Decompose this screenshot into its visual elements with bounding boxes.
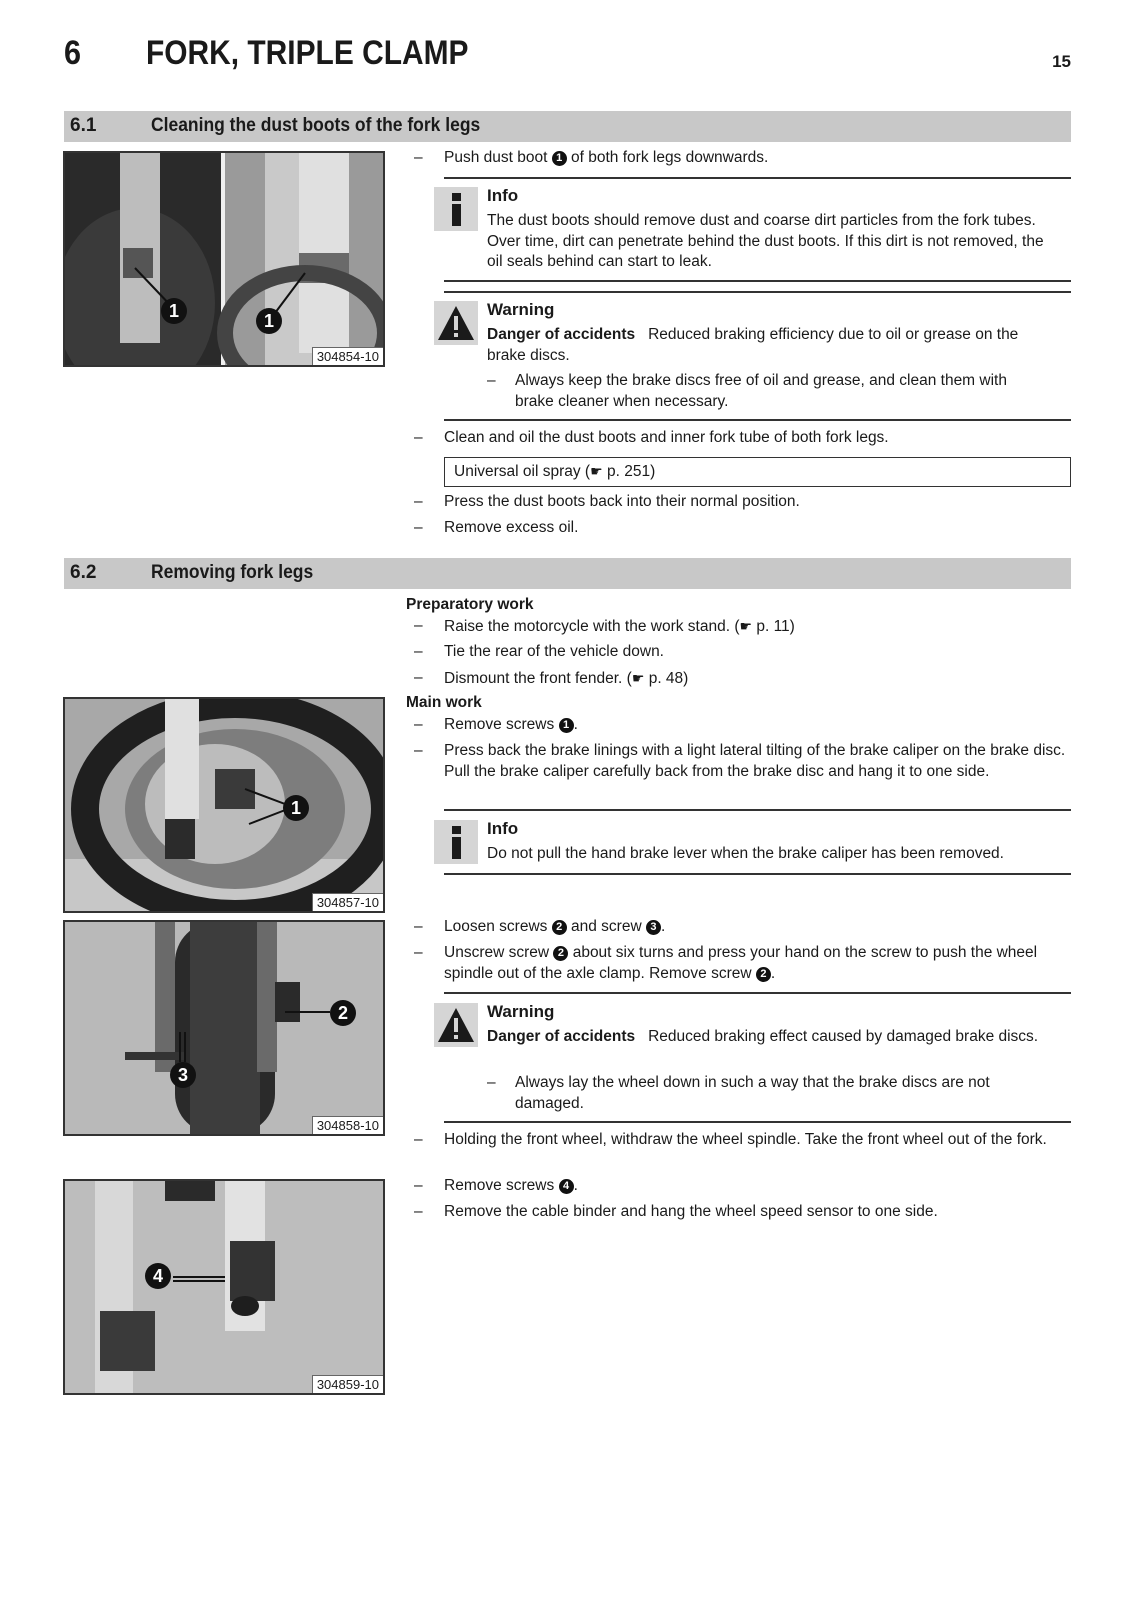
info-icon <box>434 187 478 231</box>
divider <box>444 1121 1071 1123</box>
figure-axle-screws <box>63 920 385 1136</box>
info-text: Do not pull the hand brake lever when the brake caliper has been removed. <box>487 845 1004 862</box>
step-text: Push dust boot <box>444 149 552 166</box>
figure-wheel-speed-sensor <box>63 1179 385 1395</box>
warning-label: Danger of accidents <box>487 1028 636 1045</box>
divider <box>444 291 1071 293</box>
callout-2: 2 <box>330 1000 356 1026</box>
info-title: Info <box>487 186 519 205</box>
section-number: 6.2 <box>70 562 97 583</box>
divider <box>444 873 1071 875</box>
section-header-6-1 <box>64 111 1071 142</box>
figure-id: 304858-10 <box>312 1116 383 1134</box>
warning-icon <box>434 1003 478 1047</box>
warning-label: Danger of accidents <box>487 326 636 343</box>
divider <box>444 809 1071 811</box>
callout-ref-1: 1 <box>552 151 567 166</box>
warning-body <box>487 1027 1057 1048</box>
step-text: of both fork legs downwards. <box>566 149 769 166</box>
figure-id: 304857-10 <box>312 893 383 911</box>
info-text: The dust boots should remove dust and coarse dirt particles from the fork tubes. Over time, dirt can penetrate behind the dust boots. If this dirt is not removed, the oil seals behind can start to leak. <box>487 212 1044 270</box>
section-title: Cleaning the dust boots of the fork legs <box>151 115 481 136</box>
page-number: 15 <box>1052 52 1071 71</box>
dash: – <box>414 149 423 166</box>
callout-1: 1 <box>283 795 309 821</box>
figure-brake-caliper <box>63 697 385 913</box>
callout-4: 4 <box>145 1263 171 1289</box>
main-heading: Main work <box>406 694 482 711</box>
warning-title: Warning <box>487 1002 555 1021</box>
warning-body <box>487 325 1057 366</box>
warning-icon <box>434 301 478 345</box>
figure-id: 304854-10 <box>312 347 383 365</box>
divider <box>444 992 1071 994</box>
figure-id: 304859-10 <box>312 1375 383 1393</box>
divider <box>444 280 1071 282</box>
section-header-6-2 <box>64 558 1071 589</box>
divider <box>444 177 1071 179</box>
tire-photo-illustration <box>65 922 383 1134</box>
callout-1b: 1 <box>256 308 282 334</box>
callout-1: 1 <box>161 298 187 324</box>
section-number: 6.1 <box>70 115 97 136</box>
info-title: Info <box>487 819 519 838</box>
fork-leg-photo-illustration <box>65 1181 383 1393</box>
pointing-hand-icon: ☛ <box>590 463 603 479</box>
prep-heading: Preparatory work <box>406 596 534 613</box>
pointing-hand-icon: ☛ <box>739 618 753 634</box>
chapter-title: FORK, TRIPLE CLAMP <box>146 34 469 72</box>
figure-dust-boots <box>63 151 385 367</box>
warning-text: Reduced braking effect caused by damaged brake discs. <box>648 1028 1039 1045</box>
warning-text: Reduced braking efficiency due to oil or grease on the brake discs. <box>487 326 1019 364</box>
pointing-hand-icon: ☛ <box>631 670 645 686</box>
section-title: Removing fork legs <box>151 562 314 583</box>
fork-photo-illustration <box>65 153 383 365</box>
chapter-number: 6 <box>64 34 82 72</box>
wheel-photo-illustration <box>65 699 383 911</box>
divider <box>444 419 1071 421</box>
spec-box-oil-spray: Universal oil spray (☛ p. 251) <box>444 457 1071 487</box>
warning-title: Warning <box>487 300 555 319</box>
info-icon <box>434 820 478 864</box>
callout-3: 3 <box>170 1062 196 1088</box>
